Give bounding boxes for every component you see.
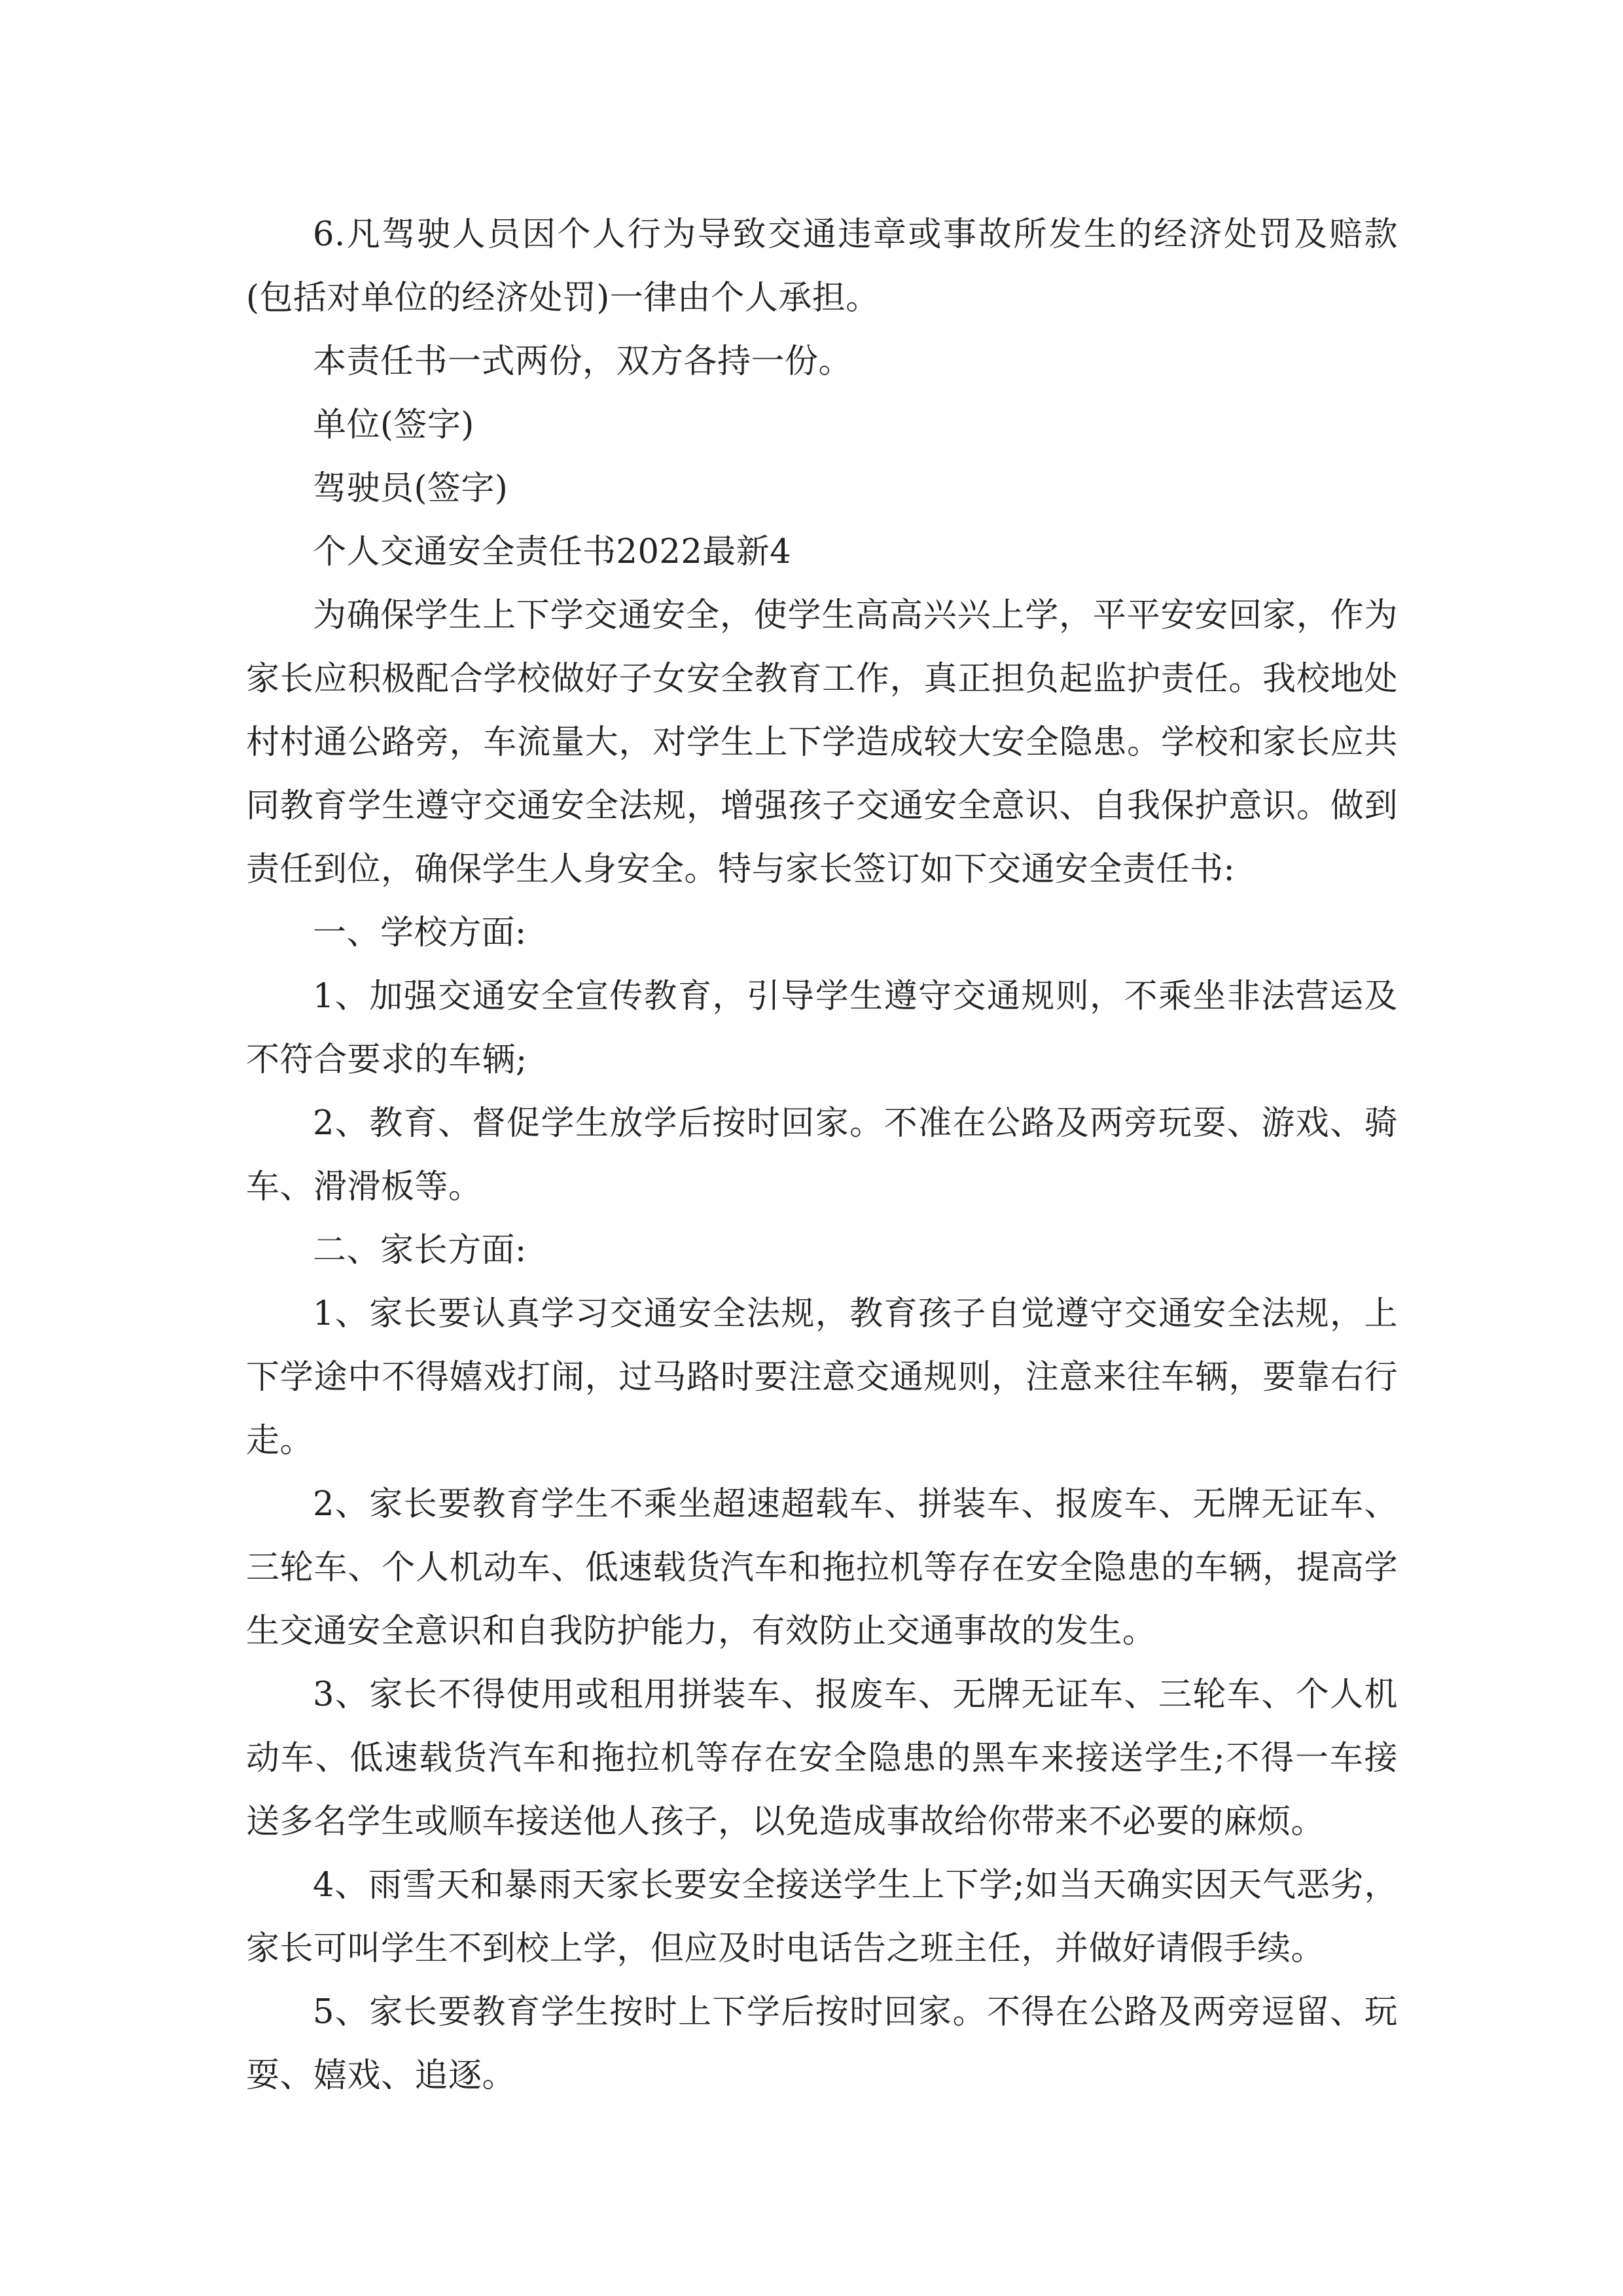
- paragraph-school-1: 1、加强交通安全宣传教育，引导学生遵守交通规则，不乘坐非法营运及不符合要求的车辆;: [246, 977, 1398, 1079]
- paragraph-school-2: 2、教育、督促学生放学后按时回家。不准在公路及两旁玩耍、游戏、骑车、滑滑板等。: [246, 1104, 1398, 1206]
- paragraph-copies-note: 本责任书一式两份，双方各持一份。: [313, 342, 853, 381]
- paragraph-unit-signature: 单位(签字): [313, 406, 474, 444]
- paragraph-parents-5: 5、家长要教育学生按时上下学后按时回家。不得在公路及两旁逗留、玩耍、嬉戏、追逐。: [246, 1993, 1398, 2095]
- paragraph-parents-2: 2、家长要教育学生不乘坐超速超载车、拼装车、报废车、无牌无证车、三轮车、个人机动车、低速载货汽车和拖拉机等存在安全隐患的车辆，提高学生交通安全意识和自我防护能力，有效防止交通事故的发生。: [246, 1485, 1398, 1651]
- paragraph-driver-signature: 驾驶员(签字): [313, 469, 508, 508]
- paragraph-clause-6: 6.凡驾驶人员因个人行为导致交通违章或事故所发生的经济处罚及赔款(包括对单位的经济处罚)一律由个人承担。: [246, 215, 1398, 317]
- heading-school: 一、学校方面:: [313, 914, 527, 952]
- section-title: 个人交通安全责任书2022最新4: [313, 533, 792, 571]
- paragraph-intro: 为确保学生上下学交通安全，使学生高高兴兴上学，平平安安回家，作为家长应积极配合学校做好子女安全教育工作，真正担负起监护责任。我校地处村村通公路旁，车流量大，对学生上下学造成较大安全隐患。学校和家长应共同教育学生遵守交通安全法规，增强孩子交通安全意识、自我保护意识。做到责任到位，确保学生人身安全。特与家长签订如下交通安全责任书:: [246, 596, 1398, 889]
- paragraph-parents-1: 1、家长要认真学习交通安全法规，教育孩子自觉遵守交通安全法规，上下学途中不得嬉戏打闹，过马路时要注意交通规则，注意来往车辆，要靠右行走。: [246, 1295, 1398, 1460]
- heading-parents: 二、家长方面:: [313, 1231, 527, 1270]
- paragraph-parents-4: 4、雨雪天和暴雨天家长要安全接送学生上下学;如当天确实因天气恶劣，家长可叫学生不到校上学，但应及时电话告之班主任，并做好请假手续。: [246, 1866, 1398, 1968]
- paragraph-parents-3: 3、家长不得使用或租用拼装车、报废车、无牌无证车、三轮车、个人机动车、低速载货汽车和拖拉机等存在安全隐患的黑车来接送学生;不得一车接送多名学生或顺车接送他人孩子，以免造成事故给你带来不必要的麻烦。: [246, 1676, 1398, 1841]
- document-body: [246, 203, 1398, 2108]
